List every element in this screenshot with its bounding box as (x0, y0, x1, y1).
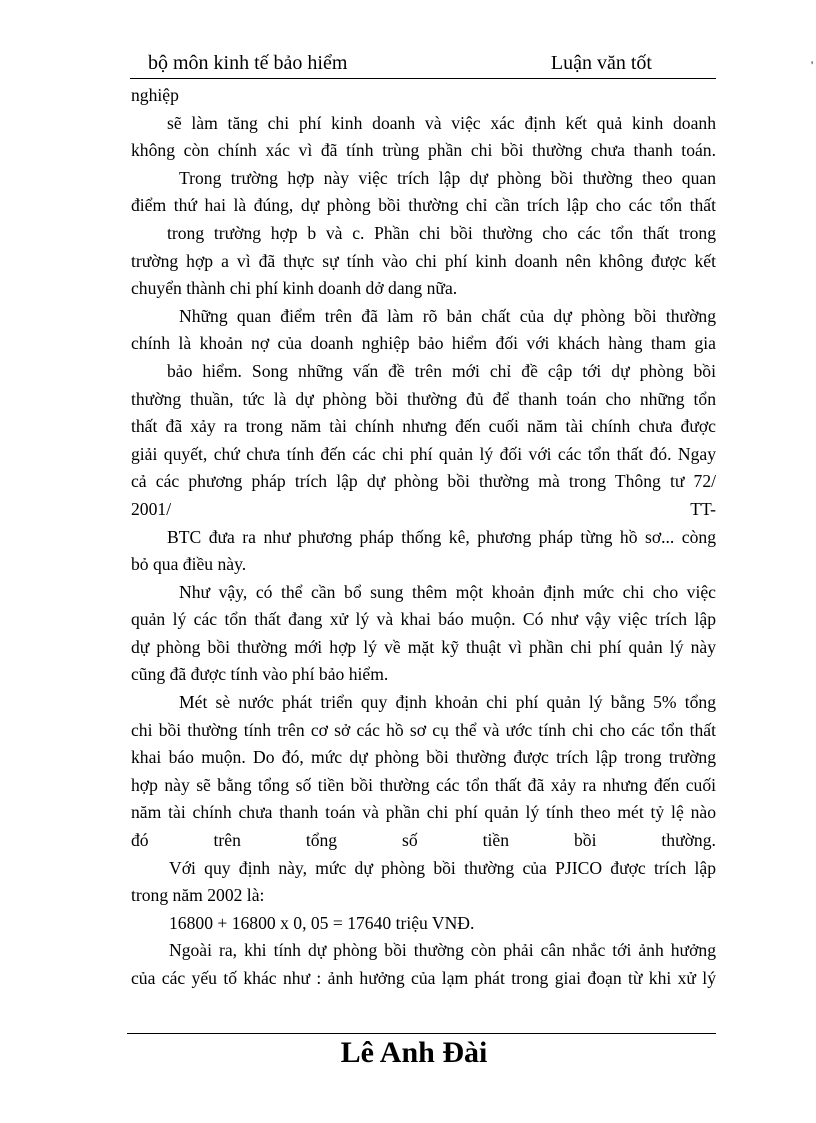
text-line-21: dự phòng bồi thường mới hợp lý về mặt kỹ thuật vì phần chi phí quản lý này (131, 636, 716, 657)
text-line-16 (131, 496, 716, 524)
text-line-15: cả các phương pháp trích lập dự phòng bồi thường mà trong Thông tư 72/ (131, 471, 716, 492)
word: 2001/ (131, 498, 172, 519)
text-line-4: Trong trường hợp này việc trích lập dự phòng bồi thường theo quan (179, 167, 716, 188)
word: bồi (573, 830, 597, 851)
text-line-2: sẽ làm tăng chi phí kinh doanh và việc xác định kết quả kinh doanh (167, 112, 716, 133)
word: số (402, 830, 418, 851)
text-line-3: không còn chính xác vì đã tính trùng phần chi bồi thường chưa thanh toán. (131, 140, 716, 161)
text-line-24: chi bồi thường tính trên cơ sở các hồ sơ cụ thể và ước tính chi cho các tổn thất (131, 719, 716, 740)
text-line-12: thường thuần, tức là dự phòng bồi thường đủ để thanh toán cho những tổn (131, 388, 716, 409)
text-line-22: cũng đã được tính vào phí bảo hiểm. (131, 664, 389, 685)
document-body (131, 82, 716, 993)
footer-divider (127, 1033, 716, 1034)
formula-line: 16800 + 16800 x 0, 05 = 17640 triệu VNĐ. (169, 912, 475, 933)
word: đó (131, 830, 149, 851)
text-line-18: bỏ qua điều này. (131, 554, 247, 575)
text-line-6: trong trường hợp b và c. Phần chi bồi thường cho các tổn thất trong (167, 222, 716, 243)
text-line-8: chuyển thành chi phí kinh doanh dở dang nữa. (131, 278, 458, 299)
text-line-26: hợp này sẽ bằng tổng số tiền bồi thường các tổn thất đã xảy ra nhưng đến cuối (131, 774, 716, 795)
text-line-14: giải quyết, chứ chưa tính đến các chi phí quản lý đối với các tổn thất đó. Ngay (131, 443, 716, 464)
text-line-32: Ngoài ra, khi tính dự phòng bồi thường còn phải cân nhắc tới ảnh hưởng (169, 940, 716, 961)
page-footer (0, 1036, 816, 1070)
header-right-text: Luận văn tốt (550, 52, 652, 74)
word: TT- (690, 498, 716, 519)
text-line-10: chính là khoản nợ của doanh nghiệp bảo hiểm đối với khách hàng tham gia (131, 333, 716, 354)
text-line-33: của các yếu tố khác như : ảnh hưởng của lạm phát trong giai đoạn từ khi xử lý (131, 968, 716, 988)
author-name: Lê Anh Đài (340, 1036, 488, 1069)
text-line-29: Với quy định này, mức dự phòng bồi thường của PJICO được trích lập (169, 857, 716, 878)
text-line-1: nghiệp (131, 85, 179, 105)
word: thường. (661, 830, 716, 851)
text-line-9: Những quan điểm trên đã làm rõ bản chất của dự phòng bồi thường (179, 305, 716, 326)
corner-mark: ' (811, 58, 814, 72)
text-line-25: khai báo muộn. Do đó, mức dự phòng bồi thường được trích lập trong trường (131, 747, 716, 768)
text-line-30: trong năm 2002 là: (131, 885, 265, 906)
text-line-19: Như vậy, có thể cần bổ sung thêm một khoản định mức chi cho việc (179, 581, 716, 602)
word: tổng (305, 830, 338, 851)
text-line-28 (131, 827, 716, 855)
text-line-7: trường hợp a vì đã thực sự tính vào chi phí kinh doanh nên không được kết (131, 250, 716, 271)
text-line-13: thất đã xảy ra trong năm tài chính nhưng đến cuối năm tài chính chưa được (131, 416, 716, 437)
word: tiền (482, 830, 510, 851)
text-line-5: điểm thứ hai là đúng, dự phòng bồi thường chỉ cần trích lập cho các tổn thất (131, 195, 716, 216)
text-line-27: năm tài chính chưa thanh toán và phần chi phí quản lý tính theo mét tỷ lệ nào (131, 802, 716, 823)
text-line-17: BTC đưa ra như phương pháp thống kê, phương pháp từng hồ sơ... còng (167, 526, 716, 547)
page-header (130, 52, 716, 79)
header-left-text: bộ môn kinh tế bảo hiểm (148, 52, 348, 74)
text-line-11: bảo hiểm. Song những vấn đề trên mới chỉ đề cập tới dự phòng bồi (167, 360, 716, 381)
text-line-23: Mét sè nước phát triển quy định khoản chi phí quản lý bằng 5% tổng (179, 692, 716, 713)
word: trên (213, 830, 241, 851)
text-line-20: quản lý các tổn thất đang xử lý và khai báo muộn. Có như vậy việc trích lập (131, 609, 716, 630)
